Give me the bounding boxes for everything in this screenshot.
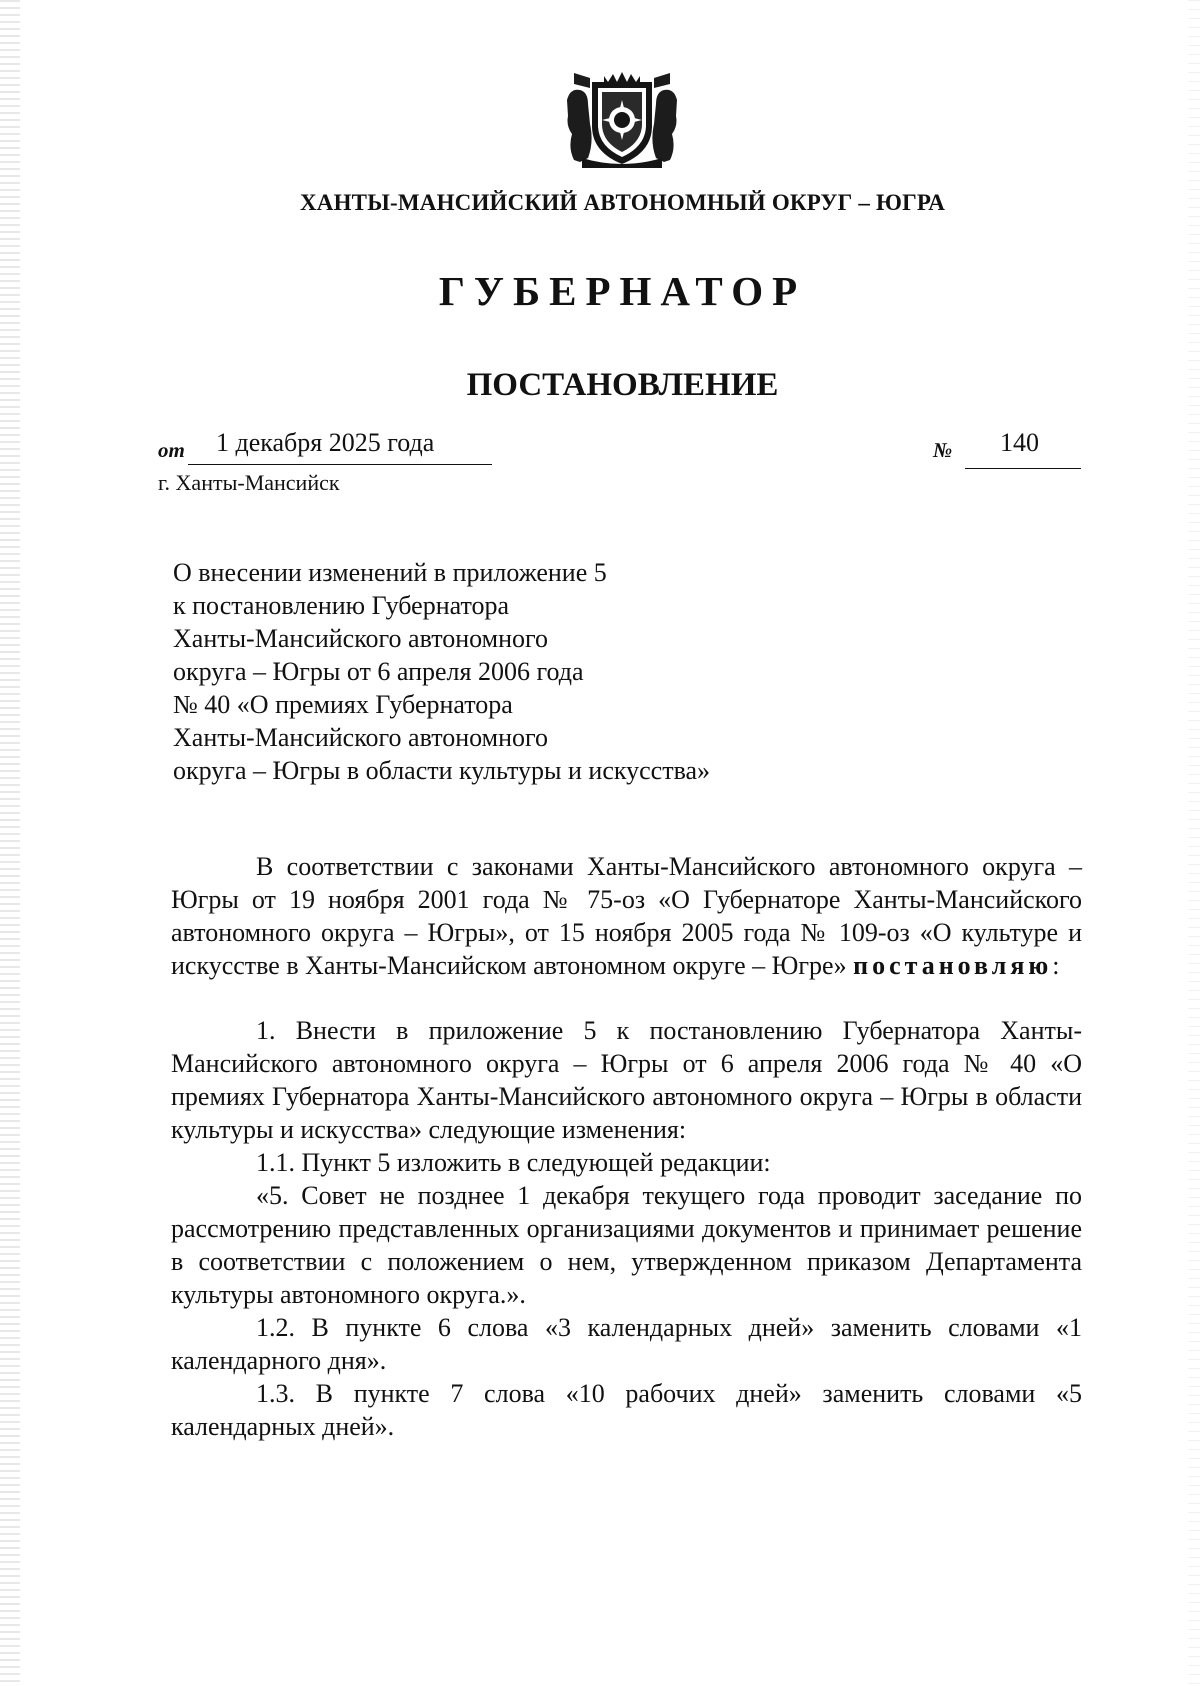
item-1-1-text: «5. Совет не позднее 1 декабря текущего года проводит заседание по рассмотрению представленных организациями документов и принимает решение в соответствии с положением о нем, утвержденном приказом Департамента культуры автономного округа.». xyxy=(171,1181,1082,1309)
city: г. Ханты-Мансийск xyxy=(158,470,340,495)
decree-type-title: ПОСТАНОВЛЕНИЕ xyxy=(466,367,779,403)
item-1-1: 1.1. Пункт 5 изложить в следующей редакции: xyxy=(256,1148,771,1177)
scan-edge-left xyxy=(0,0,20,1686)
date-underline xyxy=(188,464,492,465)
subject-line: № 40 «О премиях Губернатора xyxy=(173,690,513,719)
item-1: 1. Внести в приложение 5 к постановлению Губернатора Ханты-Мансийского автономного округа – Югры от 6 апреля 2006 года № 40 «О премиях Губернатора Ханты-Мансийского автономного округа – Югры в области культуры и искусства» следующие изменения: xyxy=(171,1016,1082,1144)
subject-line: округа – Югры от 6 апреля 2006 года xyxy=(173,657,584,686)
subject-line: Ханты-Мансийского автономного xyxy=(173,624,549,653)
number-label: № xyxy=(933,438,953,462)
subject-line: округа – Югры в области культуры и искусства» xyxy=(173,756,711,785)
action-suffix: : xyxy=(1052,951,1060,980)
subject-line: к постановлению Губернатора xyxy=(173,591,510,620)
item-1-3: 1.3. В пункте 7 слова «10 рабочих дней» заменить словами «5 календарных дней». xyxy=(171,1379,1082,1441)
coat-of-arms-icon xyxy=(564,70,680,170)
subject-line: Ханты-Мансийского автономного xyxy=(173,723,549,752)
action-word: постановляю xyxy=(853,951,1053,980)
decree-body xyxy=(171,850,1082,1443)
number-underline xyxy=(965,468,1081,469)
subject-line: О внесении изменений в приложение 5 xyxy=(173,558,607,587)
date-label: от xyxy=(158,438,185,462)
scan-edge-right xyxy=(1188,0,1200,1686)
region-title: ХАНТЫ-МАНСИЙСКИЙ АВТОНОМНЫЙ ОКРУГ – ЮГРА xyxy=(299,190,946,215)
governor-title: ГУБЕРНАТОР xyxy=(438,268,807,314)
preamble-text: В соответствии с законами Ханты-Мансийского автономного округа – Югры от 19 ноября 2001 года № 75-оз «О Губернаторе Ханты-Мансийского автономного округа – Югры», от 15 ноября 2005 года № 109-оз «О культуре и искусстве в Ханты-Мансийском автономном округе – Югре» xyxy=(171,852,1082,980)
decree-date: 1 декабря 2025 года xyxy=(216,428,435,457)
decree-number: 140 xyxy=(1000,428,1039,457)
preamble-paragraph xyxy=(171,850,1082,982)
decree-subject xyxy=(173,556,793,787)
date-number-row xyxy=(158,424,1081,464)
item-1-2: 1.2. В пункте 6 слова «3 календарных дней» заменить словами «1 календарного дня». xyxy=(171,1313,1082,1375)
